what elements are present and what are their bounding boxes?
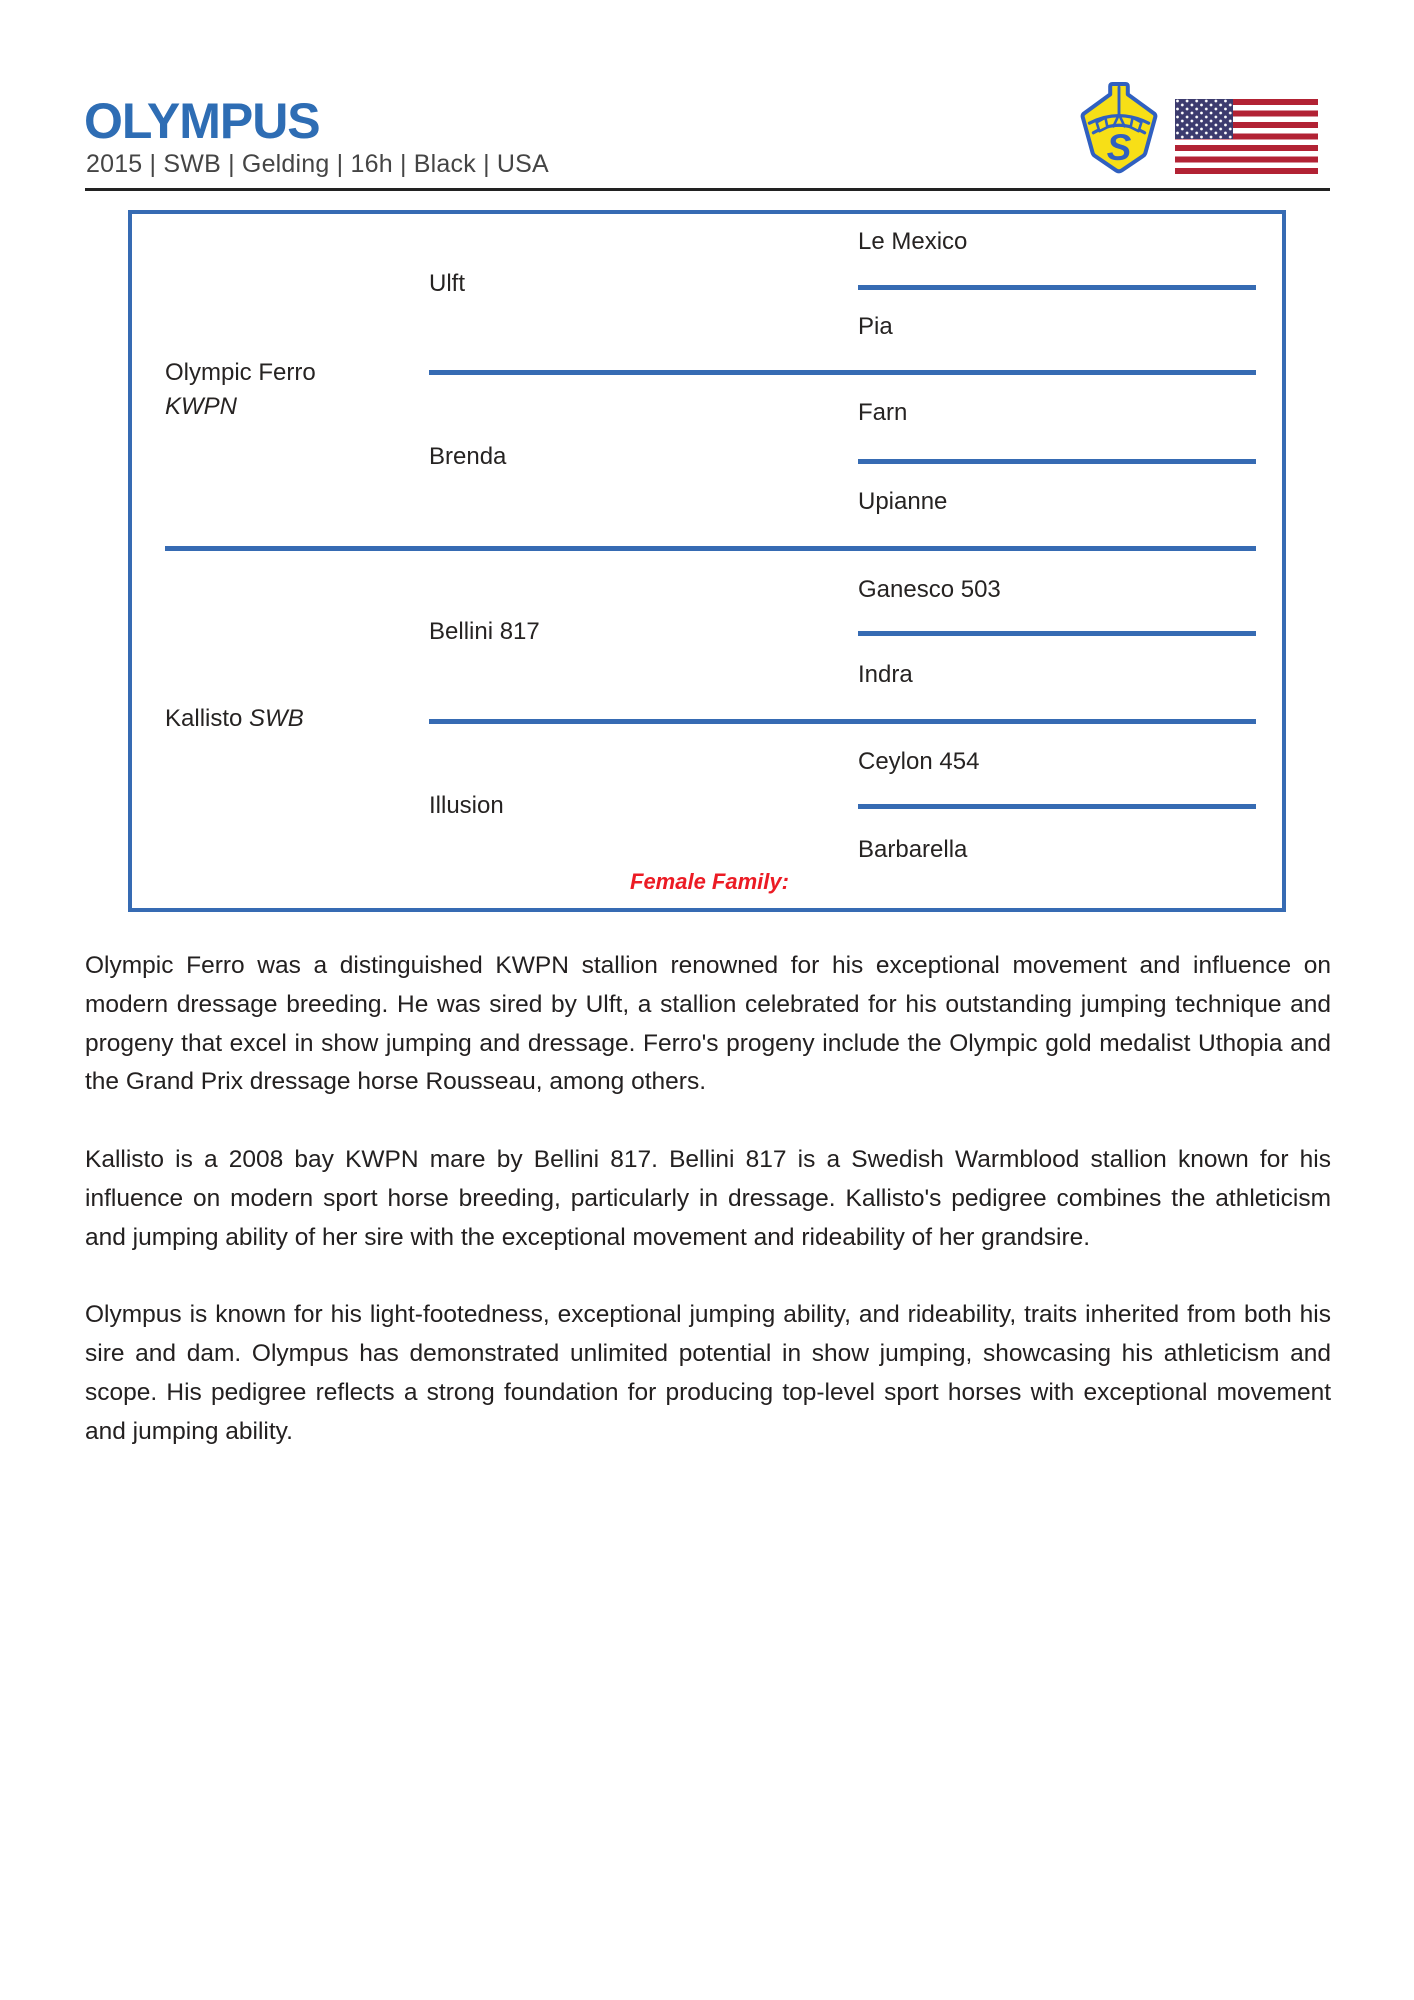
pedigree-dam [165, 704, 304, 734]
pedigree-entry-gen3: Barbarella [858, 836, 968, 863]
pedigree-sire [165, 356, 316, 424]
pedigree-divider-gen3 [858, 459, 1256, 464]
us-flag-canton [1175, 99, 1233, 139]
dam-registry: SWB [249, 705, 304, 732]
horse-details: 2015 | SWB | Gelding | 16h | Black | USA [86, 150, 549, 178]
pedigree-entry-gen3: Upianne [858, 488, 948, 515]
svg-text:S: S [1106, 127, 1132, 168]
sire-name: Olympic Ferro [165, 359, 316, 386]
pedigree-divider-gen3 [858, 285, 1256, 290]
page-title: OLYMPUS [84, 93, 320, 149]
pedigree-entry-gen3: Pia [858, 313, 893, 340]
pedigree-divider-gen1 [165, 546, 1256, 551]
pedigree-entry-gen2: Brenda [429, 443, 507, 470]
dam-name: Kallisto [165, 705, 243, 732]
paragraph-kallisto: Kallisto is a 2008 bay KWPN mare by Bellini 817. Bellini 817 is a Swedish Warmblood stallion known for his influence on modern sport horse breeding, particularly in dressage. Kallisto's pedigree combines the athleticism and jumping ability of her sire with the exceptional movement and rideability of her grandsire. [85, 1145, 1331, 1251]
pedigree-entry-gen2: Bellini 817 [429, 618, 540, 645]
pedigree-entry-gen3: Le Mexico [858, 228, 968, 255]
pedigree-divider-gen3 [858, 631, 1256, 636]
paragraph-olympic-ferro: Olympic Ferro was a distinguished KWPN stallion renowned for his exceptional movement and influence on modern dressage breeding. He was sired by Ulft, a stallion celebrated for his outstanding jumping technique and progeny that excel in show jumping and dressage. Ferro's progeny include the Olympic gold medalist Uthopia and the Grand Prix dressage horse Rousseau, among others. [85, 952, 1331, 1096]
pedigree-entry-gen2: Ulft [429, 270, 465, 297]
paragraph-olympus: Olympus is known for his light-footedness, exceptional jumping ability, and rideability, traits inherited from both his sire and dam. Olympus has demonstrated unlimited potential in show jumping, showcasing his athleticism and scope. His pedigree reflects a strong foundation for producing top-level sport horses with exceptional movement and jumping ability. [85, 1301, 1331, 1445]
sire-registry: KWPN [165, 393, 237, 420]
female-family-label: Female Family: [630, 869, 789, 894]
swb-crown-logo-icon [1079, 79, 1159, 177]
pedigree-divider-gen2 [429, 719, 1256, 724]
pedigree-divider-gen3 [858, 804, 1256, 809]
pedigree-chart [128, 210, 1286, 912]
pedigree-entry-gen3: Farn [858, 399, 908, 426]
pedigree-entry-gen3: Ganesco 503 [858, 576, 1001, 603]
header-divider [85, 188, 1330, 191]
pedigree-divider-gen2 [429, 370, 1256, 375]
description-section [85, 947, 1331, 1490]
us-flag-icon [1175, 99, 1318, 174]
pedigree-entry-gen2: Illusion [429, 792, 504, 819]
pedigree-entry-gen3: Indra [858, 661, 913, 688]
pedigree-entry-gen3: Ceylon 454 [858, 748, 980, 775]
